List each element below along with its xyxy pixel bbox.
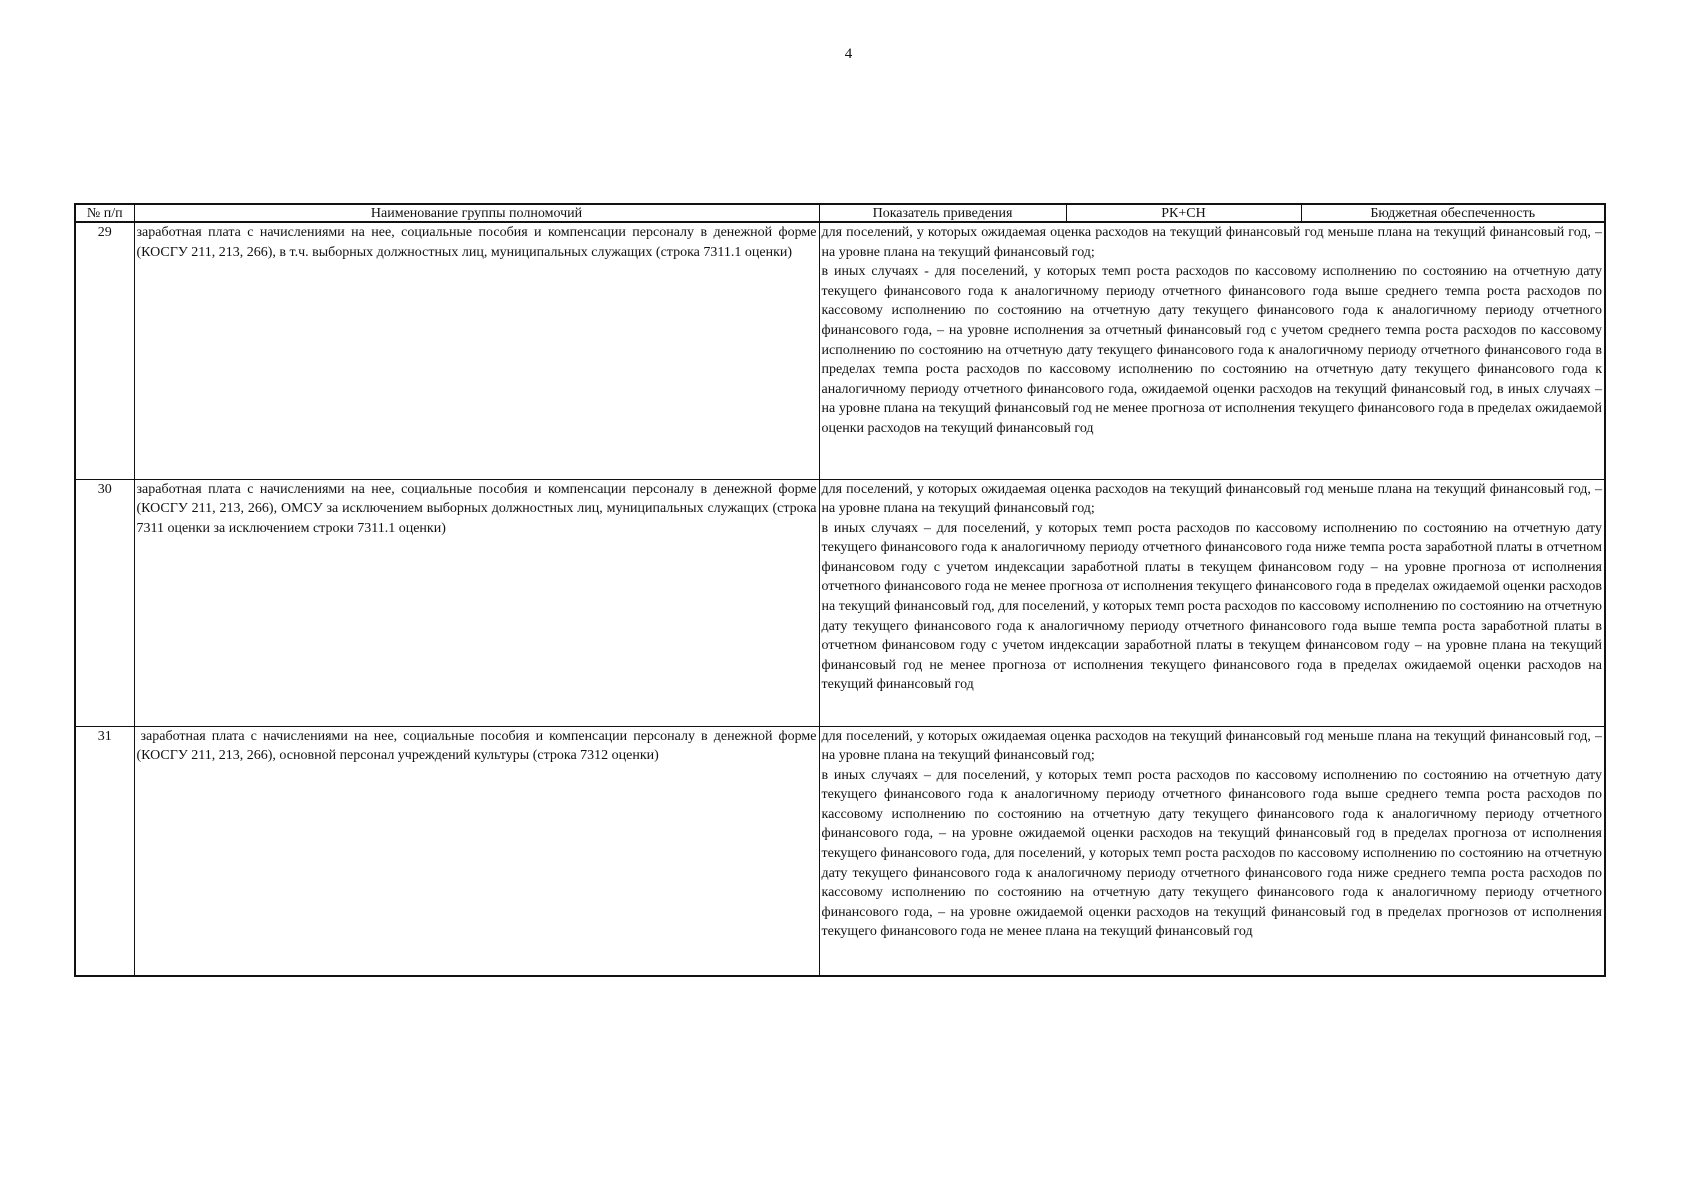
indicator-paragraph: в иных случаях – для поселений, у которых темп роста расходов по кассовому исполнению по состоянию на отчетную дату текущего финансового года к аналогичному периоду отчетного финансового года ниже темпа роста заработной платы в отчетном финансовом году с учетом индексации заработной платы в текущем финансовом году – на уровне прогноза от исполнения отчетного финансового года не менее прогноза от исполнения текущего финансового года в пределах ожидаемой оценки расходов на текущий финансовый год, для поселений, у которых темп роста расходов по кассовому исполнению по состоянию на отчетную дату текущего финансового года к аналогичному периоду отчетного финансового года выше темпа роста заработной платы в отчетном финансовом году с учетом индексации заработной платы в текущем финансовом году – на уровне плана на текущий финансовый год не менее прогноза от исполнения текущего финансового года в пределах ожидаемой оценки расходов на текущий финансовый год: [821, 520, 1602, 693]
table-row: [75, 222, 1605, 479]
row-number: 29: [75, 222, 134, 479]
indicator-paragraph: в иных случаях – для поселений, у которых темп роста расходов по кассовому исполнению по состоянию на отчетную дату текущего финансового года к аналогичному периоду отчетного финансового года выше среднего темпа роста расходов по кассовому исполнению по состоянию на отчетную дату текущего финансового года к аналогичному периоду отчетного финансового года, – на уровне ожидаемой оценки расходов на текущий финансовый год в пределах прогноза от исполнения текущего финансового года, для поселений, у которых темп роста расходов по кассовому исполнению по состоянию на отчетную дату текущего финансового года к аналогичному периоду отчетного финансового года ниже среднего темпа роста расходов по кассовому исполнению по состоянию на отчетную дату текущего финансового года к аналогичному периоду отчетного финансового года, – на уровне ожидаемой оценки расходов на текущий финансовый год в пределах прогнозов от исполнения текущего финансового года не менее плана на текущий финансовый год: [821, 767, 1602, 940]
powers-group-name: заработная плата с начислениями на нее, социальные пособия и компенсации персоналу в денежной форме (КОСГУ 211, 213, 266), в т.ч. выборных должностных лиц, муниципальных служащих (строка 7311.1 оценки): [134, 222, 819, 479]
page-number: 4: [844, 46, 853, 62]
indicator-cell: [819, 479, 1605, 726]
indicator-cell: [819, 222, 1605, 479]
header-name: Наименование группы полномочий: [134, 204, 819, 222]
table-row: [75, 726, 1605, 976]
header-rk: РК+СН: [1066, 204, 1301, 222]
indicator-paragraph: для поселений, у которых ожидаемая оценка расходов на текущий финансовый год меньше плана на текущий финансовый год, – на уровне плана на текущий финансовый год;: [821, 225, 1602, 260]
table-header-row: [75, 204, 1605, 222]
powers-group-name: заработная плата с начислениями на нее, социальные пособия и компенсации персоналу в денежной форме (КОСГУ 211, 213, 266), основной персонал учреждений культуры (строка 7312 оценки): [134, 726, 819, 976]
indicator-cell: [819, 726, 1605, 976]
row-number: 30: [75, 479, 134, 726]
indicator-paragraph: для поселений, у которых ожидаемая оценка расходов на текущий финансовый год меньше плана на текущий финансовый год, – на уровне плана на текущий финансовый год;: [821, 728, 1602, 764]
powers-table: [74, 203, 1606, 977]
row-number: 31: [75, 726, 134, 976]
header-num: № п/п: [75, 204, 134, 222]
indicator-paragraph: в иных случаях - для поселений, у которых темп роста расходов по кассовому исполнению по состоянию на отчетную дату текущего финансового года к аналогичному периоду отчетного финансового года выше среднего темпа роста расходов по кассовому исполнению по состоянию на отчетную дату текущего финансового года к аналогичному периоду отчетного финансового года, – на уровне исполнения за отчетный финансовый год с учетом среднего темпа роста расходов по кассовому исполнению по состоянию на отчетную дату текущего финансового года к аналогичному периоду отчетного финансового года в пределах темпа роста расходов по кассовому исполнению по состоянию на отчетную дату текущего финансового года к аналогичному периоду отчетного финансового года, ожидаемой оценки расходов на текущий финансовый год, в иных случаях – на уровне плана на текущий финансовый год не менее прогноза от исполнения текущего финансового года в пределах ожидаемой оценки расходов на текущий финансовый год: [821, 264, 1602, 436]
header-budget: Бюджетная обеспеченность: [1301, 204, 1605, 222]
header-indicator: Показатель приведения: [819, 204, 1066, 222]
indicator-paragraph: для поселений, у которых ожидаемая оценка расходов на текущий финансовый год меньше плана на текущий финансовый год, – на уровне плана на текущий финансовый год;: [821, 481, 1602, 517]
powers-group-name: заработная плата с начислениями на нее, социальные пособия и компенсации персоналу в денежной форме (КОСГУ 211, 213, 266), ОМСУ за исключением выборных должностных лиц, муниципальных служащих (строка 7311 оценки за исключением строки 7311.1 оценки): [134, 479, 819, 726]
table-row: [75, 479, 1605, 726]
